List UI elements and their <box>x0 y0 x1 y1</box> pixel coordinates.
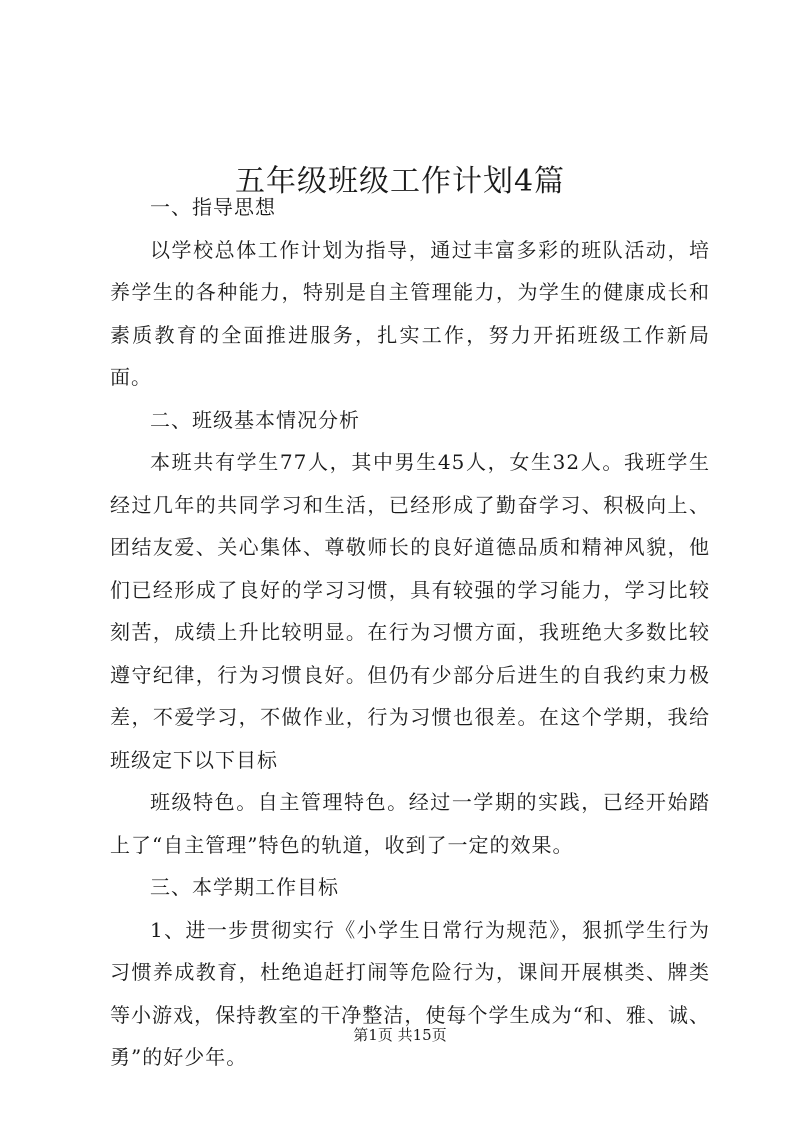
document-title: 五年级班级工作计划4篇 <box>234 164 566 200</box>
document-body <box>110 186 710 1079</box>
paragraph-class-feature: 班级特色。自主管理特色。经过一学期的实践，已经开始踏上了“自主管理”特色的轨道，收到了一定的效果。 <box>110 790 710 857</box>
paragraph-goal-1: 1、进一步贯彻实行《小学生日常行为规范》，狠抓学生行为习惯养成教育，杜绝追赶打闹等危险行为，课间开展棋类、牌类等小游戏，保持教室的干净整洁，使每个学生成为“和、雅、诚、勇”的好少年。 <box>110 917 710 1069</box>
paragraph-guiding-thought: 以学校总体工作计划为指导，通过丰富多彩的班队活动，培养学生的各种能力，特别是自主管理能力，为学生的健康成长和素质教育的全面推进服务，扎实工作，努力开拓班级工作新局面。 <box>110 237 710 389</box>
section-heading-guiding-thought: 一、指导思想 <box>150 195 276 219</box>
section-heading-class-analysis: 二、班级基本情况分析 <box>150 407 360 432</box>
section-heading-semester-goals: 三、本学期工作目标 <box>150 875 339 899</box>
page-footer: 第1页 共15页 <box>353 1026 447 1044</box>
paragraph-class-analysis: 本班共有学生77人，其中男生45人，女生32人。我班学生经过几年的共同学习和生活，已经形成了勤奋学习、积极向上、团结友爱、关心集体、尊敬师长的良好道德品质和精神风貌，他们已经形成了良好的学习习惯，具有较强的学习能力，学习比较刻苦，成绩上升比较明显。在行为习惯方面，我班绝大多数比较遵守纪律，行为习惯良好。但仍有少部分后进生的自我约束力极差，不爱学习，不做作业，行为习惯也很差。在这个学期，我给班级定下以下目标 <box>110 450 710 772</box>
